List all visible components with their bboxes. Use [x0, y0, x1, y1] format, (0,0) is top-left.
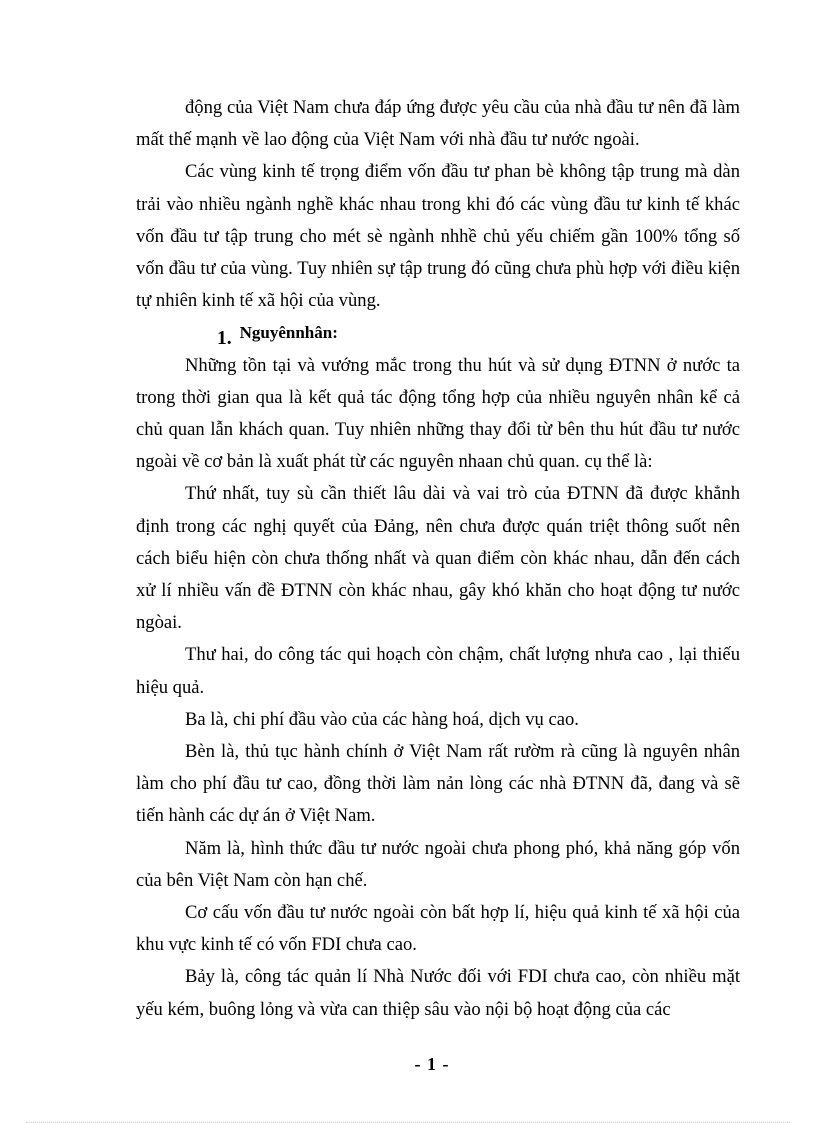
section-number: 1. — [217, 328, 232, 350]
paragraph: Thứ nhất, tuy sù cần thiết lâu dài và vai trò của ĐTNN đã được khẳnh định trong các nghị quyết của Đảng, nên chưa được quán triệt thông suốt nên cách biểu hiện còn chưa thống nhất và quan điểm còn khác nhau, dẫn đến cách xử lí nhiều vấn đề ĐTNN còn khác nhau, gây khó khăn cho hoạt động tư nước ngòai. — [136, 483, 740, 634]
paragraph: Năm là, hình thức đầu tư nước ngoài chưa phong phó, khả năng góp vốn của bên Việt Nam còn hạn chế. — [136, 837, 740, 891]
section-heading — [136, 317, 740, 349]
paragraph: động của Việt Nam chưa đáp ứng được yêu cầu của nhà đầu tư nên đã làm mất thế mạnh về lao động của Việt Nam với nhà đầu tư nước ngoài. — [136, 97, 740, 151]
paragraph: Ba là, chi phí đầu vào của các hàng hoá, dịch vụ cao. — [185, 708, 579, 730]
document-body — [136, 92, 740, 1026]
page-number: - 1 - — [414, 1054, 450, 1074]
paragraph: Thư hai, do công tác qui hoạch còn chậm, chất lượng nhưa cao , lại thiếu hiệu quả. — [136, 644, 740, 698]
paragraph: Cơ cấu vốn đầu tư nước ngoài còn bất hợp lí, hiệu quả kinh tế xã hội của khu vực kinh tế có vốn FDI chưa cao. — [136, 902, 740, 956]
paragraph: Bảy là, công tác quản lí Nhà Nước đối với FDI chưa cao, còn nhiều mặt yếu kém, buông lỏng và vừa can thiệp sâu vào nội bộ hoạt động của các — [136, 966, 740, 1020]
paragraph: Những tồn tại và vướng mắc trong thu hút và sử dụng ĐTNN ở nước ta trong thời gian qua là kết quả tác động tổng hợp của nhiều nguyên nhân kể cả chủ quan lẫn khách quan. Tuy nhiên những thay đổi từ bên thu hút đầu tư nước ngoài về cơ bản là xuất phát từ các nguyên nhaan chủ quan. cụ thể là: — [136, 354, 740, 473]
paragraph: Bèn là, thủ tục hành chính ở Việt Nam rất rườm rà cũng là nguyên nhân làm cho phí đầu tư cao, đồng thời làm nản lòng các nhà ĐTNN đã, đang và sẽ tiến hành các dự án ở Việt Nam. — [136, 741, 740, 827]
paragraph: Các vùng kinh tế trọng điểm vốn đầu tư phan bè không tập trung mà dàn trải vào nhiều ngành nghề khác nhau trong khi đó các vùng đầu tư kinh tế khác vốn đầu tư tập trung cho mét sè ngành nhhề chủ yếu chiếm gần 100% tổng số vốn đầu tư của vùng. Tuy nhiên sự tập trung đó cũng chưa phù hợp với điều kiện tự nhiên kinh tế xã hội của vùng. — [136, 161, 740, 312]
section-title: Nguyênnhân: — [239, 323, 338, 343]
